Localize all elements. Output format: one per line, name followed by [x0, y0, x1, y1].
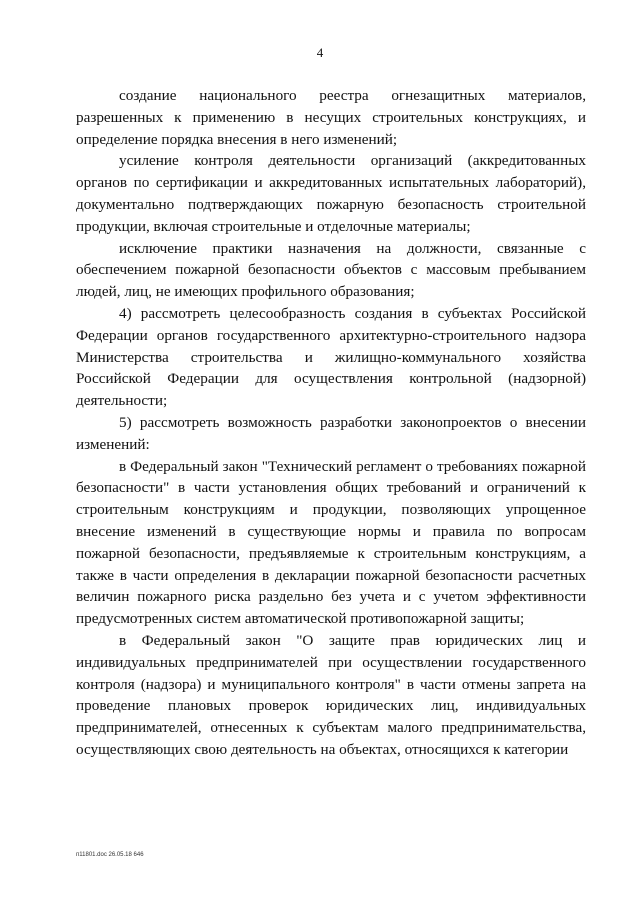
page-number: 4 — [316, 45, 324, 60]
paragraph-item-4-supervision-bodies: 4) рассмотреть целесообразность создания в субъектах Российской Федерации органов государственного архитектурно-строительного надзора Министерства строительства и жилищно-коммунального хозяйства Российской Федерации для осуществления контрольной (надзорной) деятельности; — [76, 304, 586, 410]
paragraph-certification-control: усиление контроля деятельности организаций (аккредитованных органов по сертификации и аккредитованных испытательных лабораторий), документально подтверждающих пожарную безопасность строительной продукции, включая строительные и отделочные материалы; — [76, 152, 586, 235]
paragraph-fire-safety-regulation-law: в Федеральный закон "Технический регламент о требованиях пожарной безопасности" в части установления общих требований и ограничений к строительным конструкциям и продукции, позволяющих упрощенное внесение изменений в существующие нормы и правила по вопросам пожарной безопасности, предъявляемые к строительным конструкциям, а также в части определения в декларации пожарной безопасности расчетных величин пожарного риска раздельно без учета и с учетом эффективности предусмотренных систем автоматической противопожарной защиты; — [76, 457, 586, 628]
document-body — [76, 85, 586, 761]
paragraph-item-5-bill-drafting: 5) рассмотреть возможность разработки законопроектов о внесении изменений: — [76, 413, 586, 453]
paragraph-legal-entities-protection-law: в Федеральный закон "О защите прав юридических лиц и индивидуальных предпринимателей при осуществлении государственного контроля (надзора) и муниципального контроля" в части отмены запрета на проведение плановых проверок юридических лиц, индивидуальных предпринимателей, отнесенных к субъектам малого предпринимательства, осуществляющих свою деятельность на объектах, относящихся к категории — [76, 631, 586, 758]
footer-file-reference: п11801.doc 26.05.18 646 — [76, 852, 144, 858]
paragraph-appointment-practice: исключение практики назначения на должности, связанные с обеспечением пожарной безопасности объектов с массовым пребыванием людей, лиц, не имеющих профильного образования; — [76, 239, 586, 301]
paragraph-fire-retardant-registry: создание национального реестра огнезащитных материалов, разрешенных к применению в несущих строительных конструкциях, и определение порядка внесения в него изменений; — [76, 87, 586, 148]
